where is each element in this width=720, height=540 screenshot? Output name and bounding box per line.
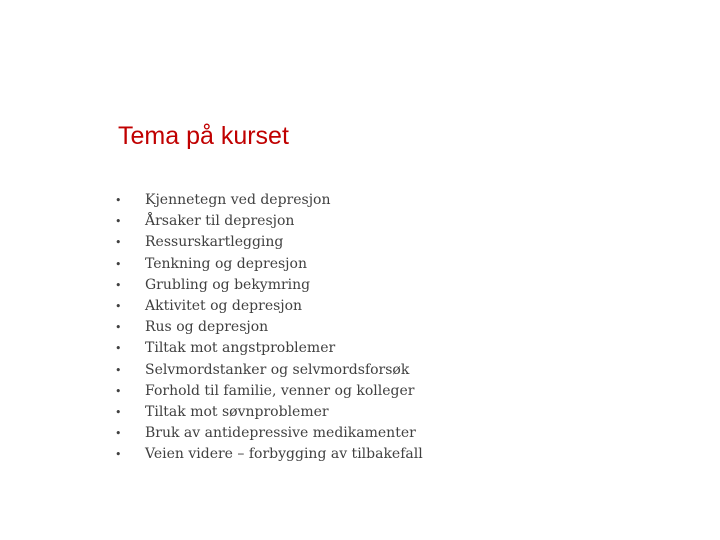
bullet-icon: • [115,321,122,335]
bullet-icon: • [115,194,122,207]
bullet-icon: • [115,299,122,313]
bullet-icon: • [115,342,122,356]
list-item-text: Grubling og bekymring [145,276,311,293]
bullet-icon: • [115,384,122,398]
bullet-icon: • [115,363,122,377]
bullet-icon: • [115,427,122,441]
list-item-text: Veien videre – forbygging av tilbakefall [145,446,423,463]
slide-title: Tema på kurset [118,122,289,150]
bullet-icon: • [115,215,122,229]
bullet-icon: • [115,448,122,462]
list-item-text: Tiltak mot angstproblemer [145,340,336,357]
bullet-icon: • [115,257,122,271]
list-item-text: Bruk av antidepressive medikamenter [145,425,416,442]
bullet-icon: • [115,405,122,419]
list-item-text: Selvmordstanker og selvmordsforsøk [145,361,410,378]
list-item-text: Årsaker til depresjon [145,213,295,230]
list-item-text: Forhold til familie, venner og kolleger [145,382,415,399]
list-item-text: Tenkning og depresjon [145,255,307,272]
bullet-icon: • [115,236,122,250]
list-item-text: Kjennetegn ved depresjon [145,192,331,208]
list-item-text: Aktivitet og depresjon [145,297,303,314]
list-item-text: Rus og depresjon [145,319,269,336]
bullet-icon: • [115,278,122,292]
list-item-text: Ressurskartlegging [145,234,284,251]
list-item-text: Tiltak mot søvnproblemer [145,403,329,420]
